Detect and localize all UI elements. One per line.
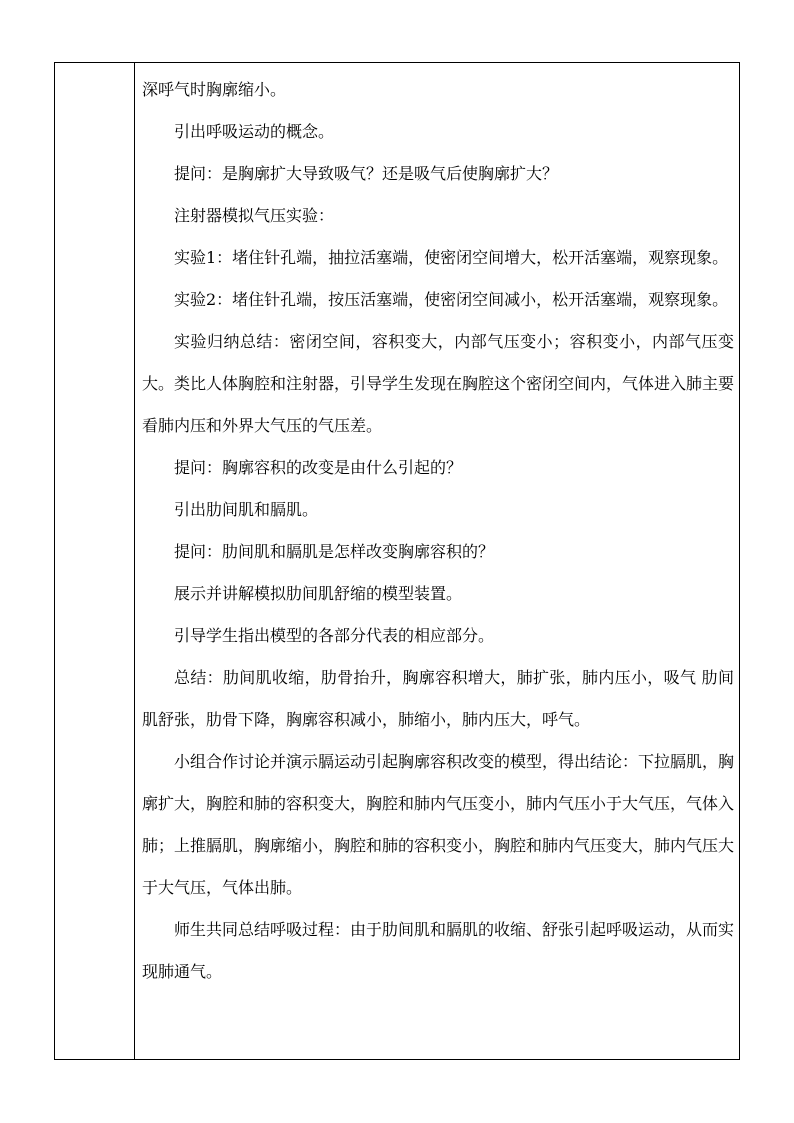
table-content-cell	[142, 69, 734, 993]
paragraph-1: 深呼气时胸廓缩小。	[142, 80, 287, 99]
paragraph-13: 总结：肋间肌收缩，肋骨抬升，胸廓容积增大，肺扩张，肺内压小，吸气 肋间肌舒张，肋骨下降，胸廓容积减小，肺缩小，肺内压大，呼气。	[142, 668, 734, 729]
paragraph-7: 实验归纳总结：密闭空间，容积变大，内部气压变小；容积变小，内部气压变大。类比人体胸腔和注射器，引导学生发现在胸腔这个密闭空间内，气体进入肺主要看肺内压和外界大气压的气压差。	[142, 332, 735, 435]
paragraph-11: 展示并讲解模拟肋间肌舒缩的模型装置。	[174, 584, 463, 603]
lesson-table	[54, 62, 740, 1060]
paragraph-3: 提问：是胸廓扩大导致吸气？还是吸气后使胸廓扩大？	[174, 164, 559, 183]
paragraph-14: 小组合作讨论并演示膈运动引起胸廓容积改变的模型，得出结论：下拉膈肌，胸廓扩大，胸腔和肺的容积变大，胸腔和肺内气压变小，肺内气压小于大气压，气体入肺；上推膈肌，胸廓缩小，胸腔和肺的容积变小，胸腔和肺内气压变大，肺内气压大于大气压，气体出肺。	[142, 752, 735, 897]
paragraph-2: 引出呼吸运动的概念。	[174, 122, 335, 141]
paragraph-9: 引出肋间肌和膈肌。	[174, 500, 319, 519]
paragraph-15: 师生共同总结呼吸过程：由于肋间肌和膈肌的收缩、舒张引起呼吸运动，从而实现肺通气。	[142, 920, 735, 981]
table-left-column	[55, 63, 135, 1059]
paragraph-8: 提问：胸廓容积的改变是由什么引起的？	[174, 458, 463, 477]
paragraph-12: 引导学生指出模型的各部分代表的相应部分。	[174, 626, 495, 645]
paragraph-4: 注射器模拟气压实验：	[174, 206, 335, 225]
paragraph-5: 实验1：堵住针孔端，抽拉活塞端，使密闭空间增大，松开活塞端，观察现象。	[174, 248, 729, 267]
paragraph-10: 提问：肋间肌和膈肌是怎样改变胸廓容积的？	[174, 542, 495, 561]
paragraph-6: 实验2：堵住针孔端，按压活塞端，使密闭空间减小，松开活塞端，观察现象。	[174, 290, 729, 309]
